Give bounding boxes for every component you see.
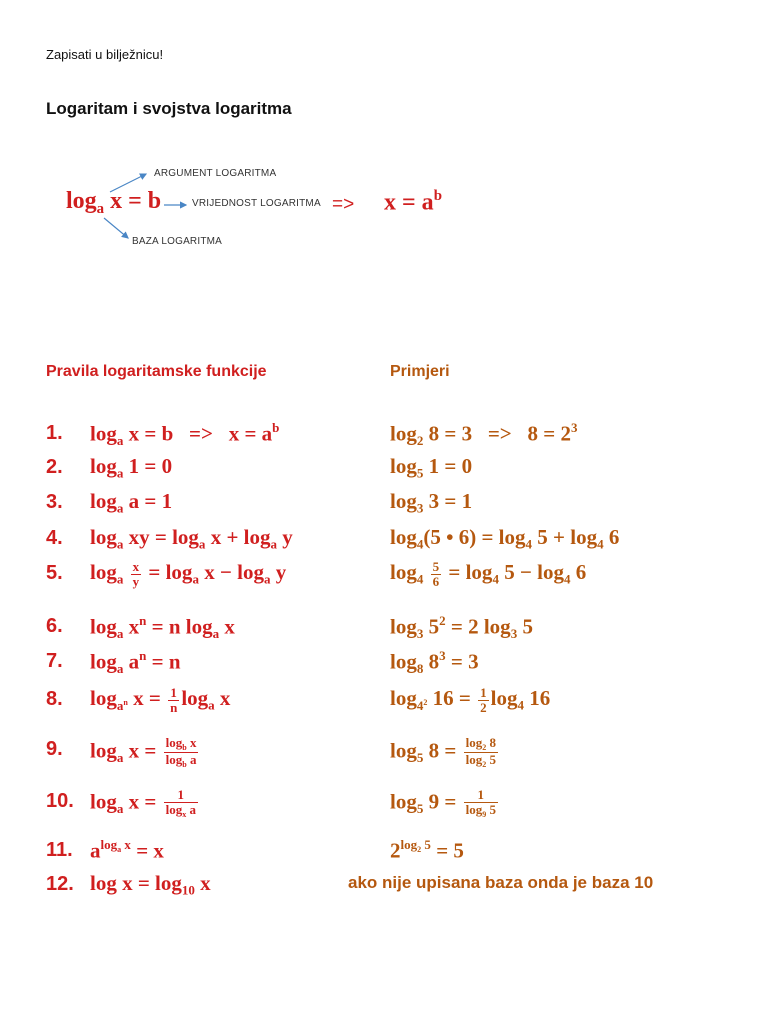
example-formula: $\log_3 3 = 1$ xyxy=(390,489,473,516)
examples-title: Primjeri xyxy=(390,363,450,380)
rule-number: 6. xyxy=(46,615,63,637)
rule-row-8 xyxy=(46,685,746,722)
example-formula: $\log_4(5$ • $6) = \log_4 5 + \log_4 6$ xyxy=(390,525,620,552)
rule-number: 12. xyxy=(46,873,74,895)
example-formula: $\log_3 5^2 = 2$ $\log_3 5$ xyxy=(390,613,533,641)
rule-number: 5. xyxy=(46,562,63,584)
rule-number: 11. xyxy=(46,839,73,861)
rule-formula: $\log_a x$ = $\frac{1}{\log_x a}$ xyxy=(90,787,197,819)
rule-row-10 xyxy=(46,787,746,824)
example-formula: $\log_8 8^3 = 3$ xyxy=(390,648,479,676)
example-formula: $\log_2 8 = 3 => 8 = 2^3$ xyxy=(390,420,578,448)
value-label: VRIJEDNOST LOGARITMA xyxy=(192,198,321,209)
definition-result: $x = a^b$ xyxy=(384,188,442,216)
rule-formula: $\log x = \log_{10} x$ xyxy=(90,871,211,898)
rule-row-9 xyxy=(46,735,746,772)
note-text: Zapisati u bilježnicu! xyxy=(46,47,164,62)
rule-number: 4. xyxy=(46,527,63,549)
page-title: Logaritam i svojstva logaritma xyxy=(46,99,292,118)
rule-formula: $\log_a x = b => x = a^b$ xyxy=(90,420,280,448)
rule-formula: $\log_a$ xy = $\log_a x + \log_a y$ xyxy=(90,525,293,552)
rule-number: 3. xyxy=(46,491,63,513)
rule-row-11 xyxy=(46,839,746,873)
rule-row-12 xyxy=(46,873,746,907)
example-note: ako nije upisana baza onda je baza 10 xyxy=(348,873,654,892)
rule-formula: $\log_a x^n = n$ $\log_a x$ xyxy=(90,613,235,641)
rule-row-7 xyxy=(46,650,746,684)
example-formula: $\log_5 1 = 0$ xyxy=(390,454,473,481)
rule-formula: $\log_a a = 1$ xyxy=(90,489,173,516)
rule-row-6 xyxy=(46,615,746,649)
example-formula: $\log_5 8$ = $\frac{\log_2 8}{\log_2 5}$ xyxy=(390,735,497,770)
rule-number: 2. xyxy=(46,456,63,478)
example-formula: $\log_5 9$ = $\frac{1}{\log_9 5}$ xyxy=(390,787,497,819)
rule-formula: $\log_a a^n = n$ xyxy=(90,648,181,676)
rule-formula: $\log_a x$ = $\frac{\log_b x}{\log_b a}$ xyxy=(90,735,197,770)
implies-arrow: => xyxy=(332,194,355,215)
rules-title: Pravila logaritamske funkcije xyxy=(46,363,267,380)
example-formula: $\log_{4^2} 16$ = $\frac{1}{2}$ $\log_4 16$ xyxy=(390,685,551,715)
example-formula: $2^{log_2 5} = 5$ xyxy=(390,837,464,863)
rule-number: 10. xyxy=(46,790,74,812)
rule-number: 1. xyxy=(46,422,63,444)
rule-row-4 xyxy=(46,527,746,561)
rule-number: 8. xyxy=(46,688,63,710)
rule-formula: $a^{log_a x} = x$ xyxy=(90,837,164,863)
rule-formula: $\log_a 1 = 0$ xyxy=(90,454,173,481)
rule-row-5 xyxy=(46,559,746,596)
rule-number: 7. xyxy=(46,650,63,672)
rule-number: 9. xyxy=(46,738,63,760)
rule-row-1 xyxy=(46,422,746,456)
rule-row-3 xyxy=(46,491,746,525)
definition-formula: $\log_a x = b$ xyxy=(66,188,162,218)
definition-diagram xyxy=(60,160,480,260)
rule-formula: $\log_{a^n} x$ = $\frac{1}{n}$ $\log_a x$ xyxy=(90,685,231,715)
base-label: BAZA LOGARITMA xyxy=(132,236,223,247)
rule-formula: $\log_a$ $\frac{x}{y}$ = $\log_a x - \log_a y$ xyxy=(90,559,287,589)
argument-label: ARGUMENT LOGARITMA xyxy=(154,168,277,179)
rule-row-2 xyxy=(46,456,746,490)
example-formula: $\log_4$ $\frac{5}{6}$ = $\log_4 5 - \log_4 6$ xyxy=(390,559,587,589)
